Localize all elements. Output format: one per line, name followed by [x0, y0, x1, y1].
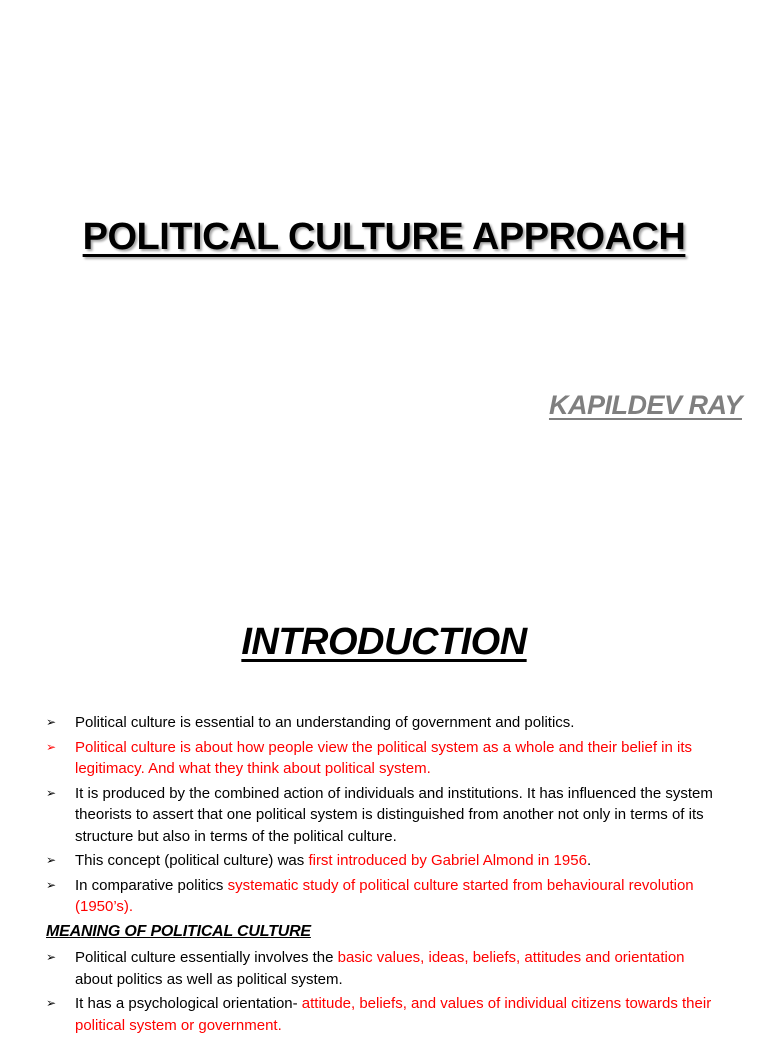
highlighted-text: Political culture is about how people view the political system as a whole and their belief in its legitimacy. And what they think about political system. [75, 738, 692, 777]
body-text: It is produced by the combined action of individuals and institutions. It has influenced the system theorists to assert that one political system is distinguished from another not only in terms of its structure but also in terms of the political culture. [75, 784, 713, 845]
highlighted-text: systematic study of political culture started from behavioural revolution (1950’s). [75, 876, 694, 915]
highlighted-text: first introduced by Gabriel Almond in 1956 [308, 852, 587, 869]
arrow-bullet-icon: ➢ [46, 785, 57, 800]
body-text: It has a psychological orientation- [75, 995, 302, 1012]
body-text: Political culture essentially involves the [75, 949, 338, 966]
introduction-heading: INTRODUCTION [241, 621, 527, 663]
list-item [46, 783, 718, 848]
slide-content [46, 712, 718, 1039]
highlighted-text: attitude, beliefs, and values of individual citizens towards their political system or government. [75, 995, 712, 1034]
list-item [46, 947, 718, 990]
arrow-bullet-icon: ➢ [46, 715, 57, 729]
highlighted-text: basic values, ideas, beliefs, attitudes and orientation [337, 949, 685, 966]
intro-bullet-list [46, 712, 718, 918]
list-item [46, 875, 718, 918]
body-text: This concept (political culture) was [75, 852, 309, 869]
meaning-heading: MEANING OF POLITICAL CULTURE [46, 922, 311, 940]
presentation-title: POLITICAL CULTURE APPROACH [82, 216, 686, 258]
meaning-bullet-list [46, 947, 718, 1036]
list-item [46, 850, 718, 872]
body-text: Political culture is essential to an understanding of government and politics. [75, 714, 575, 731]
body-text: about politics as well as political system. [75, 970, 343, 988]
arrow-bullet-icon: ➢ [46, 739, 57, 754]
body-text: . [586, 852, 592, 869]
arrow-bullet-icon: ➢ [46, 853, 57, 867]
author-name: KAPILDEV RAY [548, 390, 742, 420]
list-item [46, 737, 718, 780]
list-item [46, 993, 718, 1036]
arrow-bullet-icon: ➢ [46, 950, 57, 964]
body-text: In comparative politics [75, 876, 228, 894]
arrow-bullet-icon: ➢ [46, 877, 57, 892]
arrow-bullet-icon: ➢ [46, 996, 57, 1010]
introduction-slide [0, 576, 768, 1034]
list-item [46, 712, 718, 734]
